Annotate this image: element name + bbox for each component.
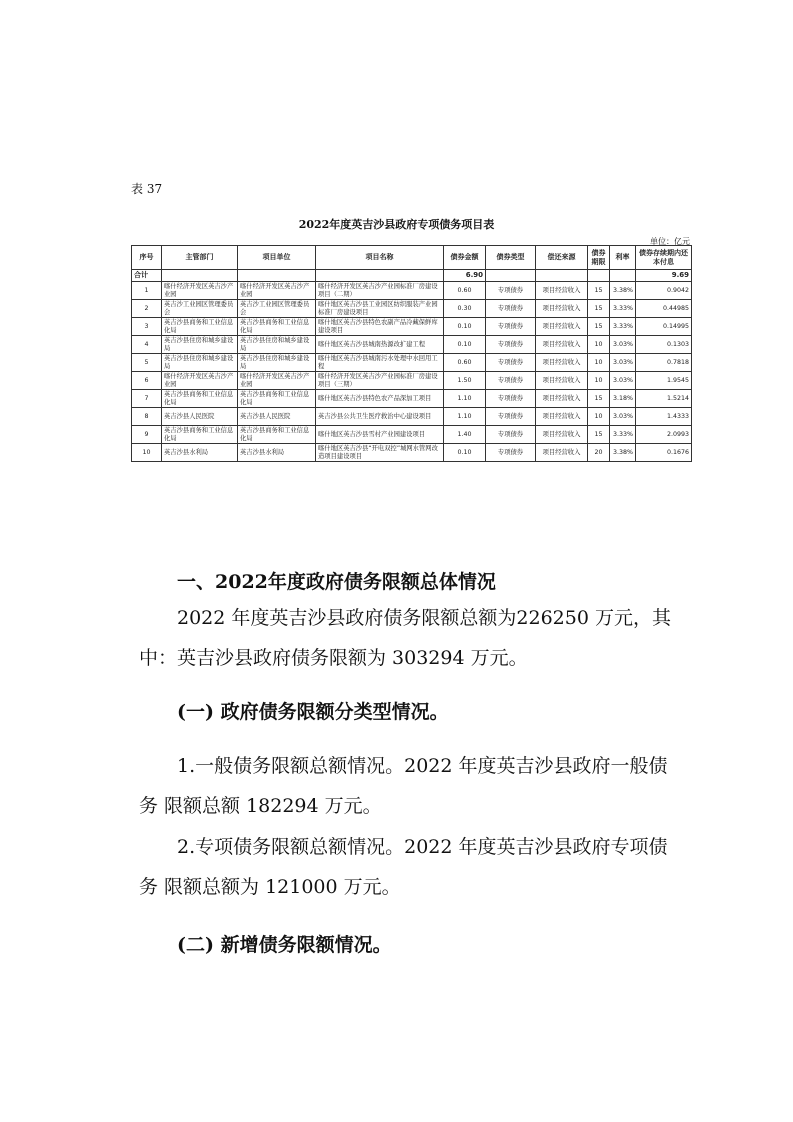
cell-repay: 0.9042	[636, 282, 692, 300]
table-row	[132, 372, 692, 390]
cell-repay: 0.44985	[636, 300, 692, 318]
cell-source: 项目经营收入	[536, 444, 588, 462]
unit-label: 单位：亿元	[650, 237, 690, 246]
cell-no: 9	[132, 426, 162, 444]
cell-amount: 1.40	[444, 426, 486, 444]
cell-term: 15	[588, 390, 610, 408]
cell-repay: 0.1676	[636, 444, 692, 462]
column-header: 债券类型	[486, 246, 536, 270]
cell-type: 专项债券	[486, 354, 536, 372]
table-number-label: 表 37	[131, 182, 163, 196]
cell-source: 项目经营收入	[536, 426, 588, 444]
cell-term: 10	[588, 408, 610, 426]
cell-unit: 英吉沙县水利局	[238, 444, 316, 462]
cell-dept: 英吉沙县人民医院	[162, 408, 238, 426]
column-header: 债券金额	[444, 246, 486, 270]
cell-unit: 英吉沙县商务和工业信息化局	[238, 318, 316, 336]
debt-project-table	[131, 245, 692, 462]
cell-no: 2	[132, 300, 162, 318]
cell-no: 5	[132, 354, 162, 372]
cell-term: 15	[588, 426, 610, 444]
cell-no: 4	[132, 336, 162, 354]
table-row	[132, 282, 692, 300]
cell-no: 10	[132, 444, 162, 462]
cell-source: 项目经营收入	[536, 354, 588, 372]
subsection-heading: (一) 政府债务限额分类型情况。	[177, 701, 449, 723]
cell-type: 专项债券	[486, 336, 536, 354]
cell-dept: 英吉沙县商务和工业信息化局	[162, 426, 238, 444]
cell-repay: 0.1303	[636, 336, 692, 354]
cell-amount: 1.50	[444, 372, 486, 390]
cell-unit: 英吉沙县人民医院	[238, 408, 316, 426]
cell-amount: 0.60	[444, 282, 486, 300]
cell-amount: 0.10	[444, 336, 486, 354]
cell-rate: 3.03%	[610, 372, 636, 390]
cell-rate: 3.33%	[610, 426, 636, 444]
cell-rate: 3.03%	[610, 354, 636, 372]
column-header: 债券期限	[588, 246, 610, 270]
cell-unit: 喀什经济开发区英吉沙产业园	[238, 282, 316, 300]
cell-source: 项目经营收入	[536, 408, 588, 426]
cell-amount: 0.60	[444, 354, 486, 372]
cell-unit: 喀什经济开发区英吉沙产业园	[238, 372, 316, 390]
cell-name: 喀什地区英吉沙县“开电双控”城网水管网改造项目建设项目	[316, 444, 444, 462]
column-header: 序号	[132, 246, 162, 270]
cell-amount: 0.10	[444, 318, 486, 336]
cell-unit: 英吉沙县商务和工业信息化局	[238, 426, 316, 444]
cell-name: 喀什地区英吉沙县工业园区纺织服装产业园标准厂房建设项目	[316, 300, 444, 318]
cell-rate: 3.03%	[610, 408, 636, 426]
table-row	[132, 336, 692, 354]
cell-source: 项目经营收入	[536, 372, 588, 390]
column-header: 项目单位	[238, 246, 316, 270]
cell-unit: 英吉沙县住房和城乡建设局	[238, 354, 316, 372]
total-label: 合计	[132, 270, 162, 282]
cell-dept: 英吉沙工业园区管理委员会	[162, 300, 238, 318]
cell-name: 喀什地区英吉沙县特色农产品深加工项目	[316, 390, 444, 408]
cell-rate: 3.03%	[610, 336, 636, 354]
cell-dept: 喀什经济开发区英吉沙产业园	[162, 282, 238, 300]
cell-term: 10	[588, 372, 610, 390]
column-header: 项目名称	[316, 246, 444, 270]
cell-source: 项目经营收入	[536, 318, 588, 336]
cell-source: 项目经营收入	[536, 300, 588, 318]
cell-name: 喀什地区英吉沙县特色农副产品冷藏保鲜库建设项目	[316, 318, 444, 336]
table-header-row	[132, 246, 692, 270]
cell-no: 6	[132, 372, 162, 390]
total-row	[132, 270, 692, 282]
table-row	[132, 354, 692, 372]
cell-name: 喀什经济开发区英吉沙产业园标准厂房建设项目（三期）	[316, 372, 444, 390]
cell-rate: 3.33%	[610, 300, 636, 318]
cell-unit: 英吉沙县住房和城乡建设局	[238, 336, 316, 354]
section-paragraph: 2022 年度英吉沙县政府债务限额总额为226250 万元，其中：英吉沙县政府债务限额为 303294 万元。	[139, 607, 671, 669]
cell-type: 专项债券	[486, 282, 536, 300]
subsection-heading: (二) 新增债务限额情况。	[177, 934, 392, 956]
cell-repay: 0.7818	[636, 354, 692, 372]
cell-type: 专项债券	[486, 426, 536, 444]
cell-rate: 3.38%	[610, 444, 636, 462]
cell-source: 项目经营收入	[536, 282, 588, 300]
cell-rate: 3.18%	[610, 390, 636, 408]
cell-type: 专项债券	[486, 300, 536, 318]
cell-amount: 0.10	[444, 444, 486, 462]
cell-name: 喀什地区英吉沙县雪村产业园建设项目	[316, 426, 444, 444]
table-row	[132, 408, 692, 426]
total-repay: 9.69	[636, 270, 692, 282]
table-row	[132, 390, 692, 408]
cell-unit: 英吉沙县商务和工业信息化局	[238, 390, 316, 408]
cell-dept: 英吉沙县住房和城乡建设局	[162, 354, 238, 372]
cell-source: 项目经营收入	[536, 390, 588, 408]
cell-type: 专项债券	[486, 444, 536, 462]
cell-term: 15	[588, 318, 610, 336]
cell-repay: 2.0993	[636, 426, 692, 444]
cell-rate: 3.38%	[610, 282, 636, 300]
cell-dept: 英吉沙县住房和城乡建设局	[162, 336, 238, 354]
cell-repay: 1.9545	[636, 372, 692, 390]
cell-type: 专项债券	[486, 408, 536, 426]
table-row	[132, 300, 692, 318]
column-header: 偿还来源	[536, 246, 588, 270]
table-row	[132, 318, 692, 336]
cell-repay: 1.5214	[636, 390, 692, 408]
cell-repay: 0.14995	[636, 318, 692, 336]
cell-dept: 英吉沙县商务和工业信息化局	[162, 390, 238, 408]
cell-no: 3	[132, 318, 162, 336]
cell-dept: 喀什经济开发区英吉沙产业园	[162, 372, 238, 390]
cell-term: 10	[588, 336, 610, 354]
cell-unit: 英吉沙工业园区管理委员会	[238, 300, 316, 318]
table-title: 2022年度英吉沙县政府专项债务项目表	[298, 218, 495, 231]
cell-dept: 英吉沙县水利局	[162, 444, 238, 462]
cell-amount: 0.30	[444, 300, 486, 318]
cell-name: 英吉沙县公共卫生医疗救治中心建设项目	[316, 408, 444, 426]
cell-term: 15	[588, 300, 610, 318]
cell-type: 专项债券	[486, 372, 536, 390]
general-debt-paragraph: 1.一般债务限额总额情况。2022 年度英吉沙县政府一般债务 限额总额 182294 万元。	[139, 755, 668, 817]
cell-repay: 1.4333	[636, 408, 692, 426]
cell-name: 喀什地区英吉沙县城南污水处理中水回用工程	[316, 354, 444, 372]
column-header: 主管部门	[162, 246, 238, 270]
cell-dept: 英吉沙县商务和工业信息化局	[162, 318, 238, 336]
cell-amount: 1.10	[444, 408, 486, 426]
cell-type: 专项债券	[486, 318, 536, 336]
table-row	[132, 426, 692, 444]
cell-type: 专项债券	[486, 390, 536, 408]
cell-term: 15	[588, 282, 610, 300]
special-debt-paragraph: 2.专项债务限额总额情况。2022 年度英吉沙县政府专项债务 限额总额为 121000 万元。	[139, 836, 668, 898]
cell-amount: 1.10	[444, 390, 486, 408]
column-header: 利率	[610, 246, 636, 270]
cell-no: 7	[132, 390, 162, 408]
table-row	[132, 444, 692, 462]
section-heading: 一、2022年度政府债务限额总体情况	[177, 571, 496, 593]
cell-source: 项目经营收入	[536, 336, 588, 354]
column-header: 债券存续期内还本付息	[636, 246, 692, 270]
total-amount: 6.90	[444, 270, 486, 282]
cell-rate: 3.33%	[610, 318, 636, 336]
cell-name: 喀什经济开发区英吉沙产业园标准厂房建设项目（二期）	[316, 282, 444, 300]
cell-term: 20	[588, 444, 610, 462]
cell-no: 8	[132, 408, 162, 426]
cell-name: 喀什地区英吉沙县城南热源改扩建工程	[316, 336, 444, 354]
cell-no: 1	[132, 282, 162, 300]
cell-term: 10	[588, 354, 610, 372]
